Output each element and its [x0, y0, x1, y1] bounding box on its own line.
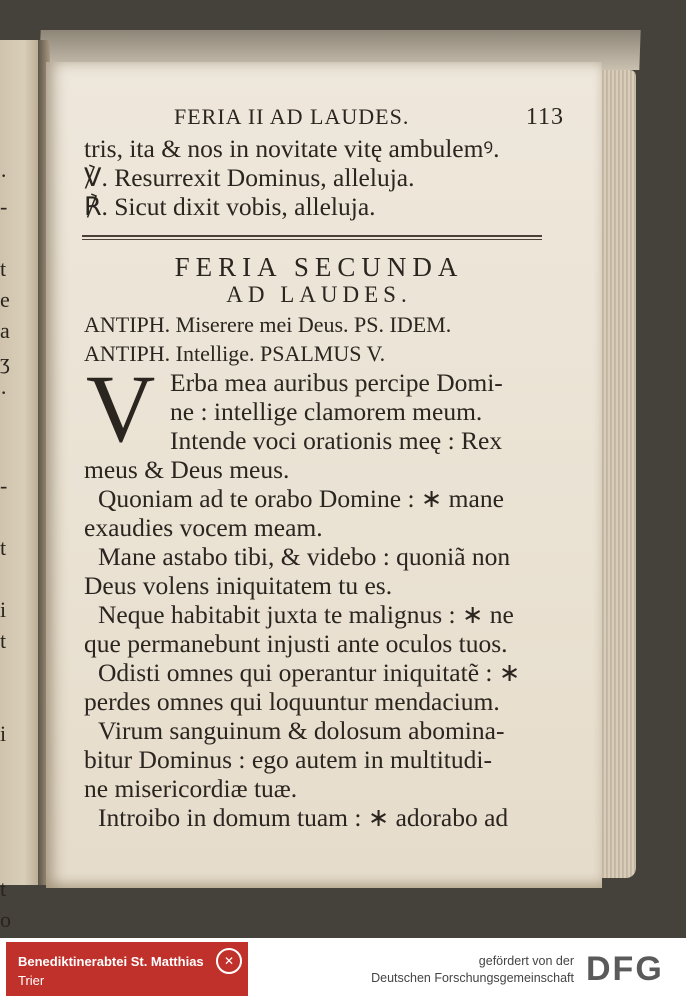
text-line: bitur Dominus : ego autem in multitudi-: [84, 745, 492, 774]
running-head-title: FERIA II AD LAUDES.: [174, 104, 410, 129]
text-line: ne misericordiæ tuæ.: [84, 774, 298, 803]
antiphon-line: ANTIPH. Intellige. PSALMUS V.: [84, 341, 386, 366]
institution-city: Trier: [18, 973, 45, 988]
institution-logo-icon: ✕: [216, 948, 242, 974]
page-text: [84, 104, 564, 832]
page-edges: [596, 70, 636, 878]
text-line: Virum sanguinum & dolosum abomina-: [98, 716, 505, 745]
funding-line-1: gefördert von der: [478, 954, 574, 968]
left-page-fragment: [0, 40, 40, 932]
text-line: Deus volens iniquitatem tu es.: [84, 571, 393, 600]
text-line: Introibo in domum tuam : ∗ adorabo ad: [98, 803, 509, 832]
double-rule-divider: [82, 235, 542, 240]
text-line: tris, ita & nos in novitate vitę ambulemꝰ.: [84, 134, 500, 163]
text-line: perdes omnes qui loquuntur mendacium.: [84, 687, 500, 716]
running-header: [84, 104, 564, 134]
funding-line-2: Deutschen Forschungsgemeinschaft: [371, 971, 574, 985]
versicle-line: ℣. Resurrexit Dominus, alleluja.: [84, 163, 415, 192]
text-line: Intende voci orationis meę : Rex: [170, 426, 503, 455]
text-line: Odisti omnes qui operantur iniquitatẽ : ∗: [98, 658, 521, 687]
section-subtitle: AD LAUDES.: [226, 282, 412, 307]
dfg-logo[interactable]: DFG: [586, 950, 664, 988]
drop-capital: V: [86, 355, 156, 462]
institution-name: Benediktinerabtei St. Matthias: [18, 954, 204, 969]
left-page-margin-text: · - t e a ʒ · - t i t i t o: [0, 163, 11, 932]
text-line: Erba mea auribus percipe Domi-: [170, 368, 503, 397]
institution-badge[interactable]: [6, 942, 248, 996]
text-line: ne : intellige clamorem meum.: [170, 397, 483, 426]
section-title: FERIA SECUNDA: [174, 252, 464, 282]
page-number: 113: [525, 104, 564, 130]
psalm-opening: [84, 355, 554, 462]
antiphon-line: ANTIPH. Miserere mei Deus. PS. IDEM.: [84, 312, 452, 337]
text-line: meus & Deus meus.: [84, 455, 290, 484]
text-line: Mane astabo tibi, & videbo : quoniã non: [98, 542, 511, 571]
response-line: ℟. Sicut dixit vobis, alleluja.: [84, 192, 376, 221]
text-line: Neque habitabit juxta te malignus : ∗ ne: [98, 600, 514, 629]
text-line: que permanebunt injusti ante oculos tuos.: [84, 629, 508, 658]
text-line: exaudies vocem meam.: [84, 513, 323, 542]
text-line: Quoniam ad te orabo Domine : ∗ mane: [98, 484, 504, 513]
